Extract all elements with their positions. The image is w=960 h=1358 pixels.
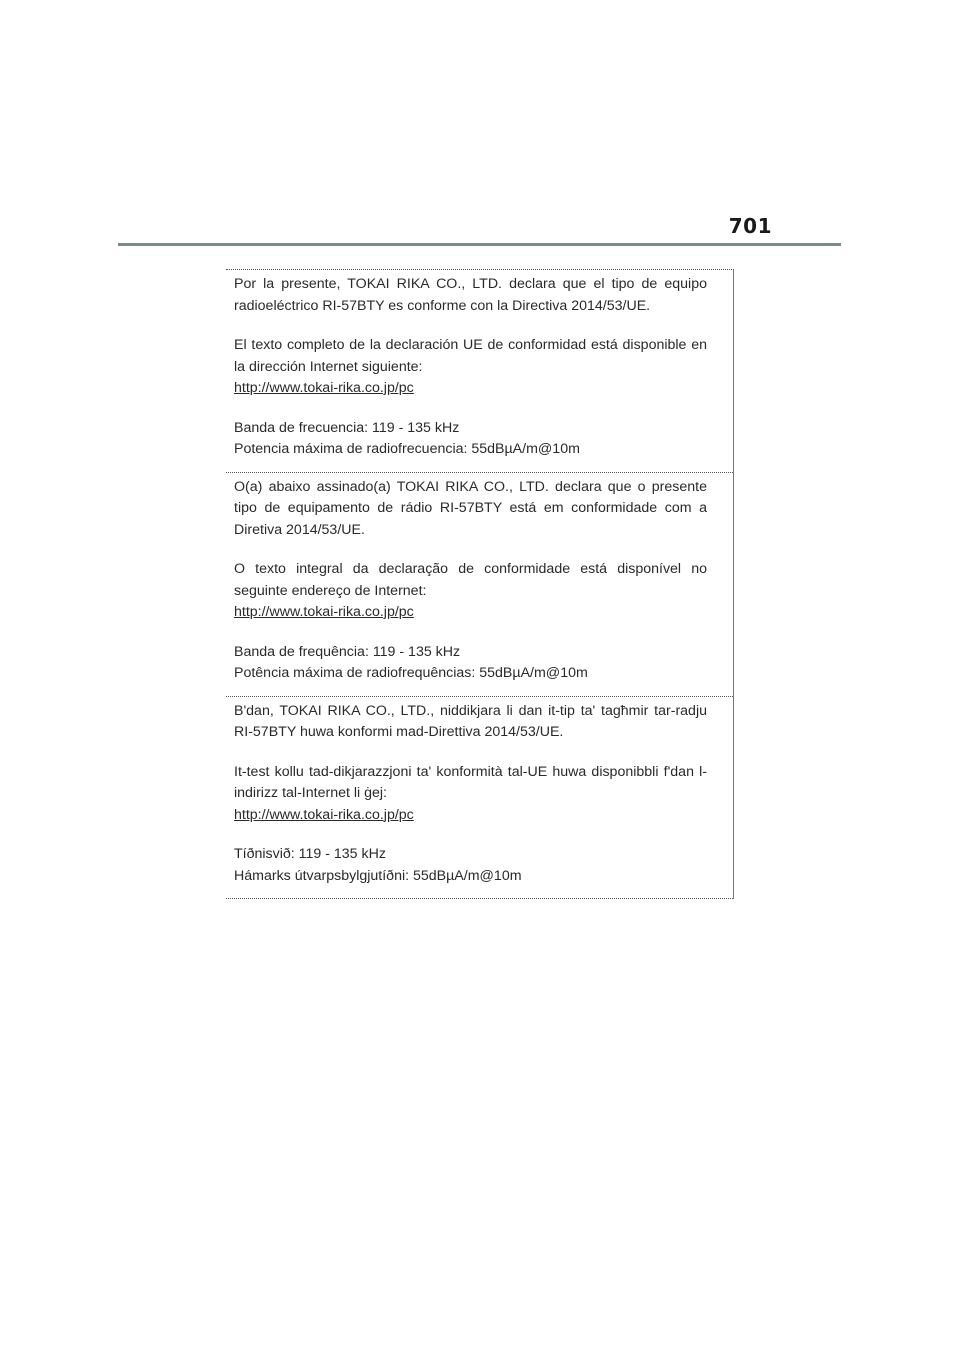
availability-text: It-test kollu tad-dikjarazzjoni ta' konformità tal-UE huwa disponibbli f'dan l-indirizz tal-Internet li ġej: (234, 763, 707, 801)
declaration-section-spanish (226, 270, 733, 473)
declaration-text: O(a) abaixo assinado(a) TOKAI RIKA CO., LTD. declara que o presente tipo de equipamento de rádio RI-57BTY está em conformidade com a Diretiva 2014/53/UE. (234, 478, 707, 538)
declaration-link[interactable]: http://www.tokai-rika.co.jp/pc (234, 380, 414, 396)
availability-text: O texto integral da declaração de conformidade está disponível no seguinte endereço de Internet: (234, 561, 707, 599)
declaration-link[interactable]: http://www.tokai-rika.co.jp/pc (234, 806, 414, 823)
page-number: 701 (728, 214, 772, 238)
frequency-band-text: Tíðnisvið: 119 - 135 kHz (234, 846, 386, 862)
declaration-text: Por la presente, TOKAI RIKA CO., LTD. declara que el tipo de equipo radioeléctrico RI-57BTY es conforme con la Directiva 2014/53/UE. (234, 276, 707, 314)
availability-text: El texto completo de la declaración UE de conformidad está disponible en la dirección Internet siguiente: (234, 337, 707, 375)
max-power-text: Hámarks útvarpsbylgjutíðni: 55dBµA/m@10m (234, 867, 522, 884)
declaration-frame (226, 269, 734, 899)
declaration-text: B'dan, TOKAI RIKA CO., LTD., niddikjara li dan it-tip ta' tagħmir tar-radju RI-57BTY huwa konformi mad-Direttiva 2014/53/UE. (234, 702, 707, 740)
declaration-section-maltese (226, 697, 733, 900)
frequency-band-text: Banda de frequência: 119 - 135 kHz (234, 643, 461, 660)
declaration-link[interactable]: http://www.tokai-rika.co.jp/pc (234, 604, 414, 620)
frequency-band-text: Banda de frecuencia: 119 - 135 kHz (234, 419, 460, 436)
declaration-section-portuguese (226, 473, 733, 697)
header-rule (118, 243, 841, 246)
max-power-text: Potência máxima de radiofrequências: 55dBµA/m@10m (234, 665, 588, 681)
max-power-text: Potencia máxima de radiofrecuencia: 55dBµA/m@10m (234, 441, 580, 457)
